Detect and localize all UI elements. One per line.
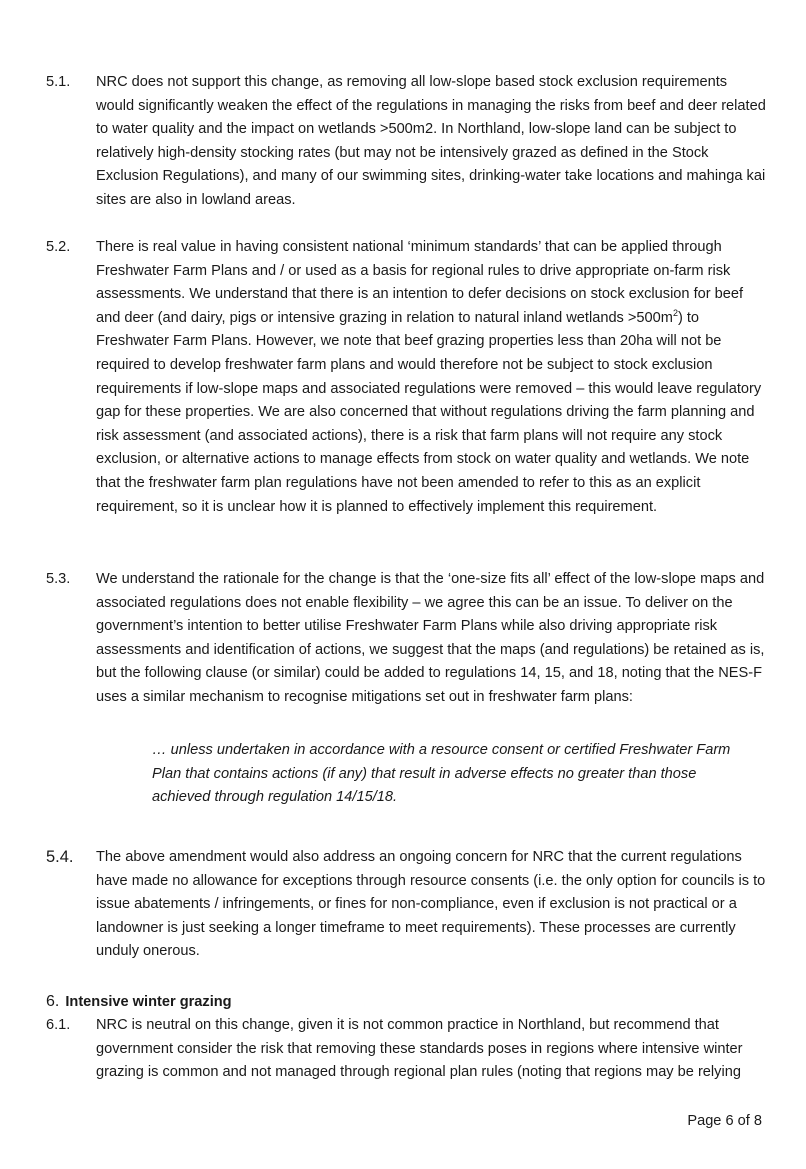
section-title: Intensive winter grazing: [65, 994, 232, 1010]
paragraph-text: We understand the rationale for the change is that the ‘one-size fits all’ effect of the low-slope maps and associated regulations does not enable flexibility – we agree this can be an issue. To deliver on the government’s intention to better utilise Freshwater Farm Plans while also driving appropriate risk assessments and identification of actions, we suggest that the maps (and regulations) be retained as is, but the following clause (or similar) could be added to regulations 14, 15, and 18, noting that the NES-F uses a similar mechanism to recognise mitigations set out in freshwater farm plans:: [96, 571, 765, 705]
paragraph-5-2: [46, 236, 768, 519]
paragraph-text: NRC is neutral on this change, given it is not common practice in Northland, but recommend that government consider the risk that removing these standards poses in regions where intensive winter grazing is common and not managed through regional plan rules (noting that regions may be relying: [96, 1017, 743, 1081]
paragraph-number: 5.3.: [46, 571, 71, 587]
paragraph-text-part-b: ) to Freshwater Farm Plans. However, we note that beef grazing properties less than 20ha will not be required to develop freshwater farm plans and would therefore not be subject to stock exclusion requirements if low-slope maps and associated regulations were removed – this would leave regulatory gap for these properties. We are also concerned that without regulations driving the farm planning and risk assessment (and associated actions), there is a risk that farm plans will not require any stock exclusion, or alternative actions to manage effects from stock on water quality and wetlands. We note that the freshwater farm plan regulations have not been amended to refer to this as an explicit requirement, so it is unclear how it is planned to effectively implement this requirement.: [96, 309, 762, 515]
paragraph-number: 5.2.: [46, 239, 71, 255]
paragraph-6-1: [46, 1014, 768, 1085]
section-number: 6.: [46, 993, 60, 1010]
paragraph-text: NRC does not support this change, as removing all low-slope based stock exclusion requirements would significantly weaken the effect of the regulations in managing the risks from beef and deer related to water quality and the impact on wetlands >500m2. In Northland, low-slope land can be subject to relatively high-density stocking rates (but may not be intensively grazed as defined in the Stock Exclusion Regulations), and many of our swimming sites, drinking-water take locations and mahinga kai sites are also in lowland areas.: [96, 74, 766, 208]
paragraph-5-3: [46, 568, 768, 710]
paragraph-number: 5.4.: [46, 848, 74, 866]
paragraph-text-part-a: There is real value in having consistent national ‘minimum standards’ that can be applied through Freshwater Farm Plans and / or used as a basis for regional rules to drive appropriate on-farm risk assessments. We understand that there is an intention to defer decisions on stock exclusion for beef and deer (and dairy, pigs or intensive grazing in relation to natural inland wetlands >500m: [96, 239, 744, 326]
section-heading-6: [46, 990, 232, 1015]
paragraph-number: 6.1.: [46, 1017, 71, 1033]
paragraph-text: [96, 236, 768, 519]
paragraph-5-1: [46, 71, 768, 213]
page-number-footer: Page 6 of 8: [687, 1113, 762, 1129]
paragraph-text: The above amendment would also address an ongoing concern for NRC that the current regulations have made no allowance for exceptions through resource consents (i.e. the only option for councils is to issue abatements / infringements, or fines for non-compliance, even if exclusion is not practical or a landowner is just seeking a longer timeframe to meet requirements). These processes are currently unduly onerous.: [96, 849, 766, 960]
quoted-clause: … unless undertaken in accordance with a resource consent or certified Freshwater Farm Plan that contains actions (if any) that result in adverse effects no greater than those achieved through regulation 14/15/18.: [152, 742, 731, 806]
paragraph-5-4: [46, 846, 768, 964]
paragraph-number: 5.1.: [46, 74, 71, 90]
superscript: 2: [672, 307, 678, 318]
